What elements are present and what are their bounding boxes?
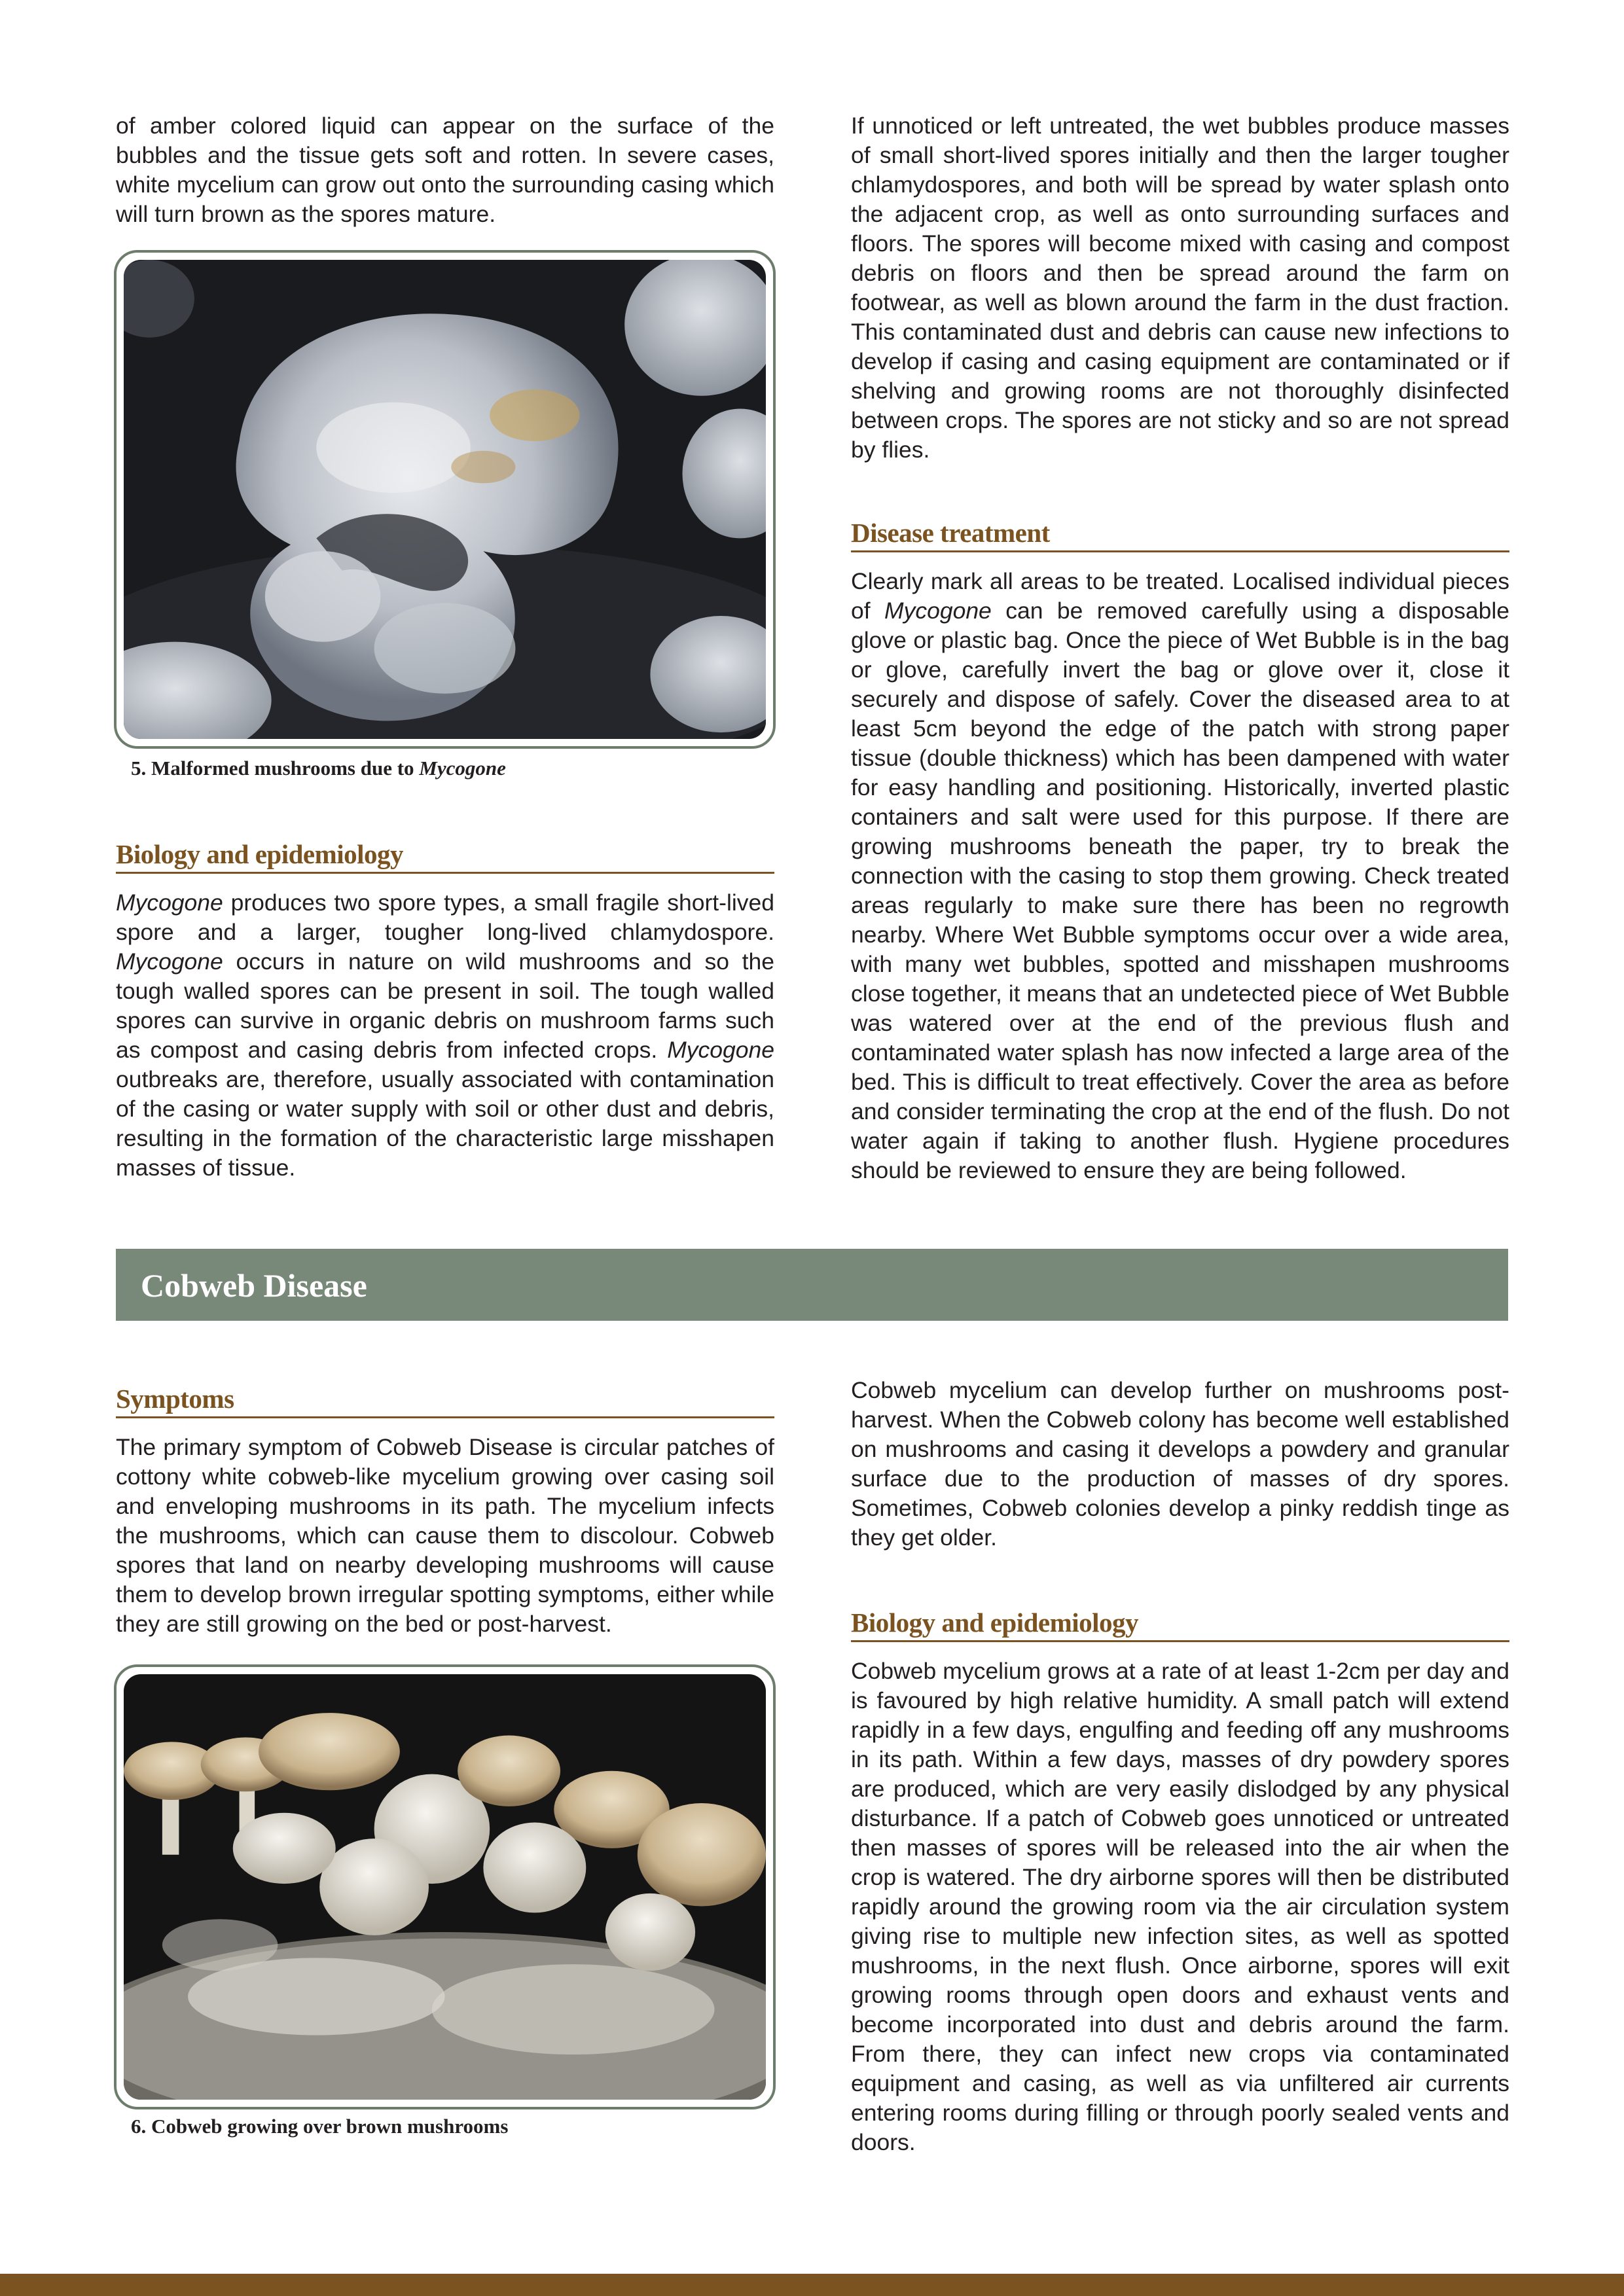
left-intro-block [116,111,774,229]
figure-5-caption-italic: Mycogone [419,757,506,780]
symptoms-paragraph: The primary symptom of Cobweb Disease is circular patches of cottony white cobweb-like mycelium growing over casing soil and enveloping mushrooms in its path. The mycelium infects the mushrooms, which can cause them to discolour. Cobweb spores that land on nearby developing mushrooms will cause them to develop brown irregular spotting symptoms, either while they are still growing on the bed or post-harvest. [116,1434,774,1637]
cobweb-biology-heading: Biology and epidemiology [851,1606,1509,1642]
figure-5-frame [114,250,776,749]
figure-5-photo-malformed-mushrooms [124,260,766,739]
right-intro-paragraph: If unnoticed or left untreated, the wet bubbles produce masses of small short-lived spores initially and then the larger tougher chlamydospores, and both will be spread by water splash onto the adjacent crop, as well as onto surrounding surfaces and floors. The spores will become mixed with casing and compost debris on floors and then be spread around the farm on footwear, as well as blown around the farm in the dust fraction. This contaminated dust and debris can cause new infections to develop if casing and casing equipment are contaminated or if shelving and growing rooms are not thoroughly disinfected between crops. The spores are not sticky and so are not spread by flies. [851,113,1509,463]
left-biology-section [116,838,774,1183]
footer-bar [0,2274,1624,2296]
cobweb-biology-paragraph: Cobweb mycelium grows at a rate of at least 1-2cm per day and is favoured by high relative humidity. A small patch will extend rapidly in a few days, engulfing and feeding off any mushrooms in its path. Within a few days, masses of dry powdery spores are produced, which are very easily dislodged by any physical disturbance. If a patch of Cobweb goes unnoticed or untreated then masses of spores will be released into the air when the crop is watered. The dry airborne spores will then be distributed rapidly around the growing room via the air circulation system giving rise to multiple new infection sites, as well as spotted mushrooms, in the next flush. Once airborne, spores will exit growing rooms through open doors and exhaust vents and become incorporated into dust and debris around the farm. From there, they can infect new crops via contaminated equipment and casing, as well as via unfiltered air currents entering rooms during filling or through poorly sealed vents and doors. [851,1658,1509,2155]
italic-mycogone: Mycogone [116,889,223,916]
left-biology-heading: Biology and epidemiology [116,838,774,874]
left-intro-paragraph: of amber colored liquid can appear on the surface of the bubbles and the tissue gets soft and rotten. In severe cases, white mycelium can grow out onto the surrounding casing which will turn brown as the spores mature. [116,113,774,227]
figure-6-caption: 6. Cobweb growing over brown mushrooms [131,2115,509,2138]
biology-text-3: outbreaks are, therefore, usually associated with contamination of the casing or water supply with soil or other dust and debris, resulting in the formation of the characteristic large misshapen masses of tissue. [116,1066,774,1181]
cobweb-right-intro-block [851,1376,1509,1552]
symptoms-section [116,1382,774,1639]
italic-mycogone: Mycogone [667,1037,774,1063]
disease-treatment-heading: Disease treatment [851,516,1509,552]
disease-treatment-section [851,516,1509,1185]
cobweb-disease-banner [116,1249,1508,1321]
figure-5-caption-text: 5. Malformed mushrooms due to [131,757,420,780]
biology-text-1: produces two spore types, a small fragile short-lived spore and a larger, tougher long-lived chlamydospore. [116,889,774,945]
figure-5-caption [131,756,506,781]
left-biology-paragraph [116,888,774,1183]
figure-6-photo-cobweb-mushrooms [124,1674,766,2100]
italic-mycogone: Mycogone [884,598,992,624]
treatment-text-2: can be removed carefully using a disposable glove or plastic bag. Once the piece of Wet Bubble is in the bag or glove, carefully invert the bag or glove over it, close it securely and dispose of safely. Cover the diseased area to at least 5cm beyond the edge of the patch with strong paper tissue (double thickness) which has been dampened with water for easy handling and positioning. Historically, inverted plastic containers and salt were used for this purpose. If there are growing mushrooms beneath the paper, try to break the connection with the casing to stop them growing. Check treated areas regularly to make sure there has been no regrowth nearby. Where Wet Bubble symptoms occur over a wide area, with many wet bubbles, spotted and misshapen mushrooms close together, it means that an undetected piece of Wet Bubble was watered over at the end of the previous flush and contaminated water splash has now infected a large area of the bed. This is difficult to treat effectively. Cover the area as before and consider terminating the crop at the end of the flush. Do not water again if taking to another flush. Hygiene procedures should be reviewed to ensure they are being followed. [851,598,1509,1183]
treatment-text-1: Clearly mark all areas to be treated. Localised individual pieces of [851,568,1509,624]
italic-mycogone: Mycogone [116,948,223,975]
right-intro-block [851,111,1509,465]
cobweb-disease-title: Cobweb Disease [141,1267,367,1304]
cobweb-biology-section [851,1606,1509,2157]
biology-text-2: occurs in nature on wild mushrooms and so the tough walled spores can be present in soil. The tough walled spores can survive in organic debris on mushroom farms such as compost and casing debris from infected crops. [116,948,774,1063]
figure-6-frame [114,1664,776,2109]
disease-treatment-paragraph [851,567,1509,1185]
cobweb-right-paragraph: Cobweb mycelium can develop further on mushrooms post-harvest. When the Cobweb colony has become well established on mushrooms and casing it develops a powdery and granular surface due to the production of masses of dry spores. Sometimes, Cobweb colonies develop a pinky reddish tinge as they get older. [851,1377,1509,1551]
symptoms-heading: Symptoms [116,1382,774,1418]
